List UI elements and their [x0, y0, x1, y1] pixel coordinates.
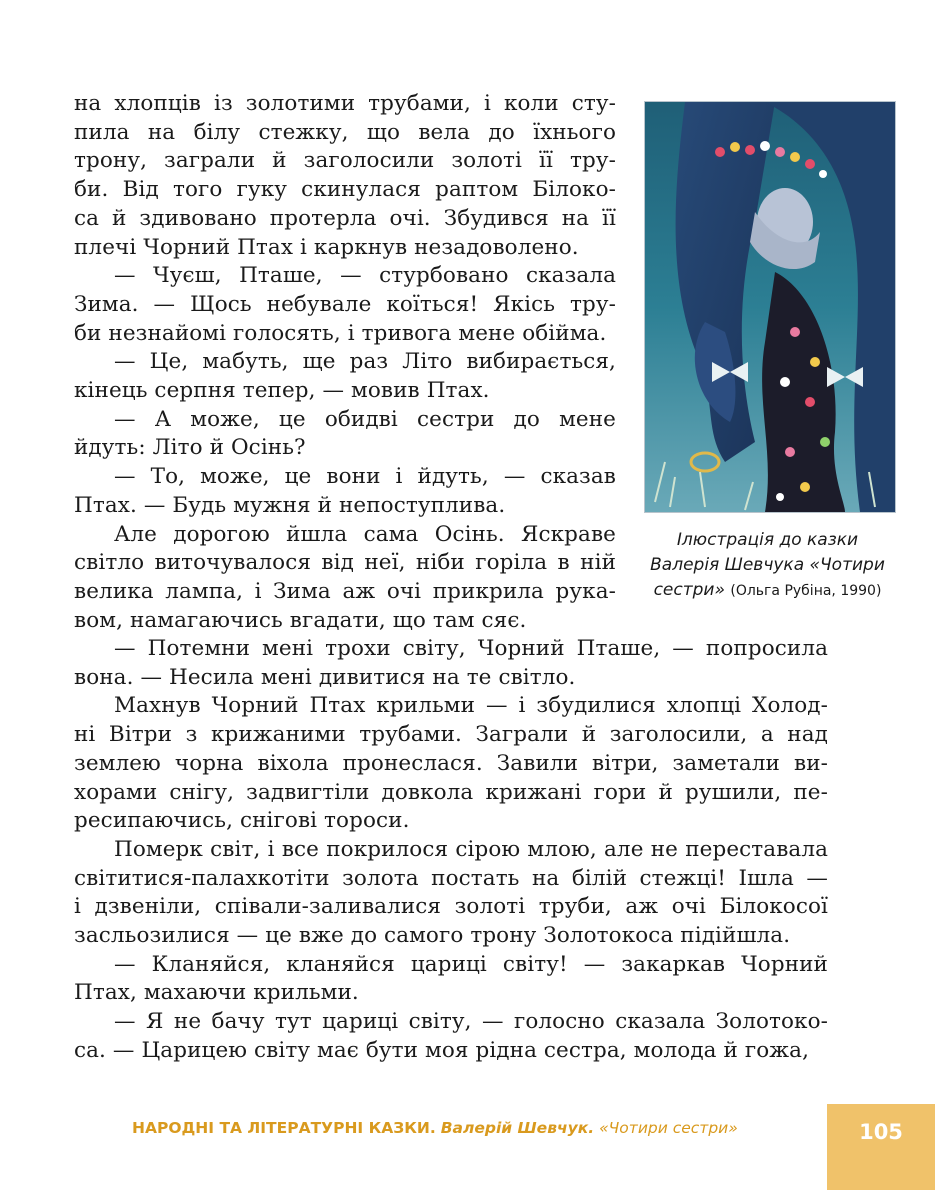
- text-line: кінець серпня тепер, — мовив Птах.: [74, 378, 490, 404]
- text-line: Птах, махаючи крильми.: [74, 980, 359, 1006]
- text-line: хорами снігу, задвигтіли довкола крижані гори й рушили, пе-: [74, 779, 828, 805]
- text-line: би незнайомі голосять, і тривога мене обійма.: [74, 320, 607, 346]
- text-line: велика лампа, і Зима аж очі прикрила рука-: [74, 578, 616, 604]
- text-line: світитися-палахкотіти золота постать на білій стежці! Ішла —: [74, 865, 828, 891]
- text-line: світло виточувалося від неї, ніби горіла в ній: [74, 550, 616, 576]
- footer-author: Валерій Шевчук.: [440, 1119, 595, 1137]
- running-footer: [132, 1119, 738, 1137]
- text-line: би. Від того гуку скинулася раптом Білоко-: [74, 177, 616, 203]
- text-line: — Чуєш, Пташе, — стурбовано сказала: [114, 263, 616, 289]
- footer-section: НАРОДНІ ТА ЛІТЕРАТУРНІ КАЗКИ.: [132, 1119, 436, 1137]
- page-number: 105: [859, 1120, 903, 1144]
- page-number-box: [827, 1104, 935, 1190]
- text-line: — То, може, це вони і йдуть, — сказав: [114, 464, 616, 490]
- illustration-image: [645, 102, 895, 512]
- text-line: ні Вітри з крижаними трубами. Заграли й заголосили, а над: [74, 722, 828, 748]
- footer-work: «Чотири сестри»: [599, 1119, 738, 1137]
- text-line: са й здивовано протерла очі. Збудився на її: [74, 205, 616, 231]
- text-line: землею чорна віхола пронеслася. Завили вітри, заметали ви-: [74, 750, 828, 776]
- text-line: ресипаючись, снігові тороси.: [74, 808, 410, 834]
- text-line: вом, намагаючись вгадати, що там сяє.: [74, 607, 527, 633]
- text-column-top: [74, 90, 616, 635]
- text-line: — Я не бачу тут цариці світу, — голосно сказала Золотоко-: [114, 1009, 828, 1035]
- text-line: — Це, мабуть, ще раз Літо вибирається,: [114, 349, 616, 375]
- illustration-caption: [630, 528, 905, 604]
- caption-line-2: Валерія Шевчука «Чотири: [650, 555, 885, 575]
- text-line: на хлопців із золотими трубами, і коли сту-: [74, 91, 616, 116]
- text-line: — Потемни мені трохи світу, Чорний Пташе, — попросила: [114, 636, 828, 661]
- text-line: Зима. — Щось небувале коїться! Якісь тру-: [74, 291, 616, 317]
- caption-line-3: сестри»: [653, 580, 725, 600]
- text-line: — А може, це обидві сестри до мене: [114, 406, 616, 432]
- text-line: Махнув Чорний Птах крильми — і збудилися хлопці Холод-: [114, 693, 828, 719]
- text-line: са. — Царицею світу має бути моя рідна сестра, молода й гожа,: [74, 1037, 810, 1063]
- text-line: і дзвеніли, співали-заливалися золоті труби, аж очі Білокосої: [74, 894, 828, 920]
- text-column-bottom: [74, 635, 828, 1066]
- text-line: вона. — Несила мені дивитися на те світло.: [74, 664, 576, 690]
- text-line: плечі Чорний Птах і каркнув незадоволено.: [74, 234, 579, 260]
- text-line: трону, заграли й заголосили золоті її тру-: [74, 148, 616, 174]
- story-illustration: [644, 101, 896, 513]
- text-line: Померк світ, і все покрилося сірою млою, але не переставала: [114, 836, 828, 862]
- text-line: засльозилися — це вже до самого трону Золотокоса підійшла.: [74, 923, 791, 949]
- text-line: пила на білу стежку, що вела до їхнього: [74, 119, 616, 145]
- text-line: — Кланяйся, кланяйся цариці світу! — закаркав Чорний: [114, 951, 828, 977]
- text-line: йдуть: Літо й Осінь?: [74, 435, 306, 461]
- text-line: Птах. — Будь мужня й непоступлива.: [74, 492, 506, 518]
- text-line: Але дорогою йшла сама Осінь. Яскраве: [114, 521, 616, 547]
- caption-line-1: Ілюстрація до казки: [676, 530, 859, 550]
- caption-credit: (Ольга Рубіна, 1990): [730, 583, 882, 599]
